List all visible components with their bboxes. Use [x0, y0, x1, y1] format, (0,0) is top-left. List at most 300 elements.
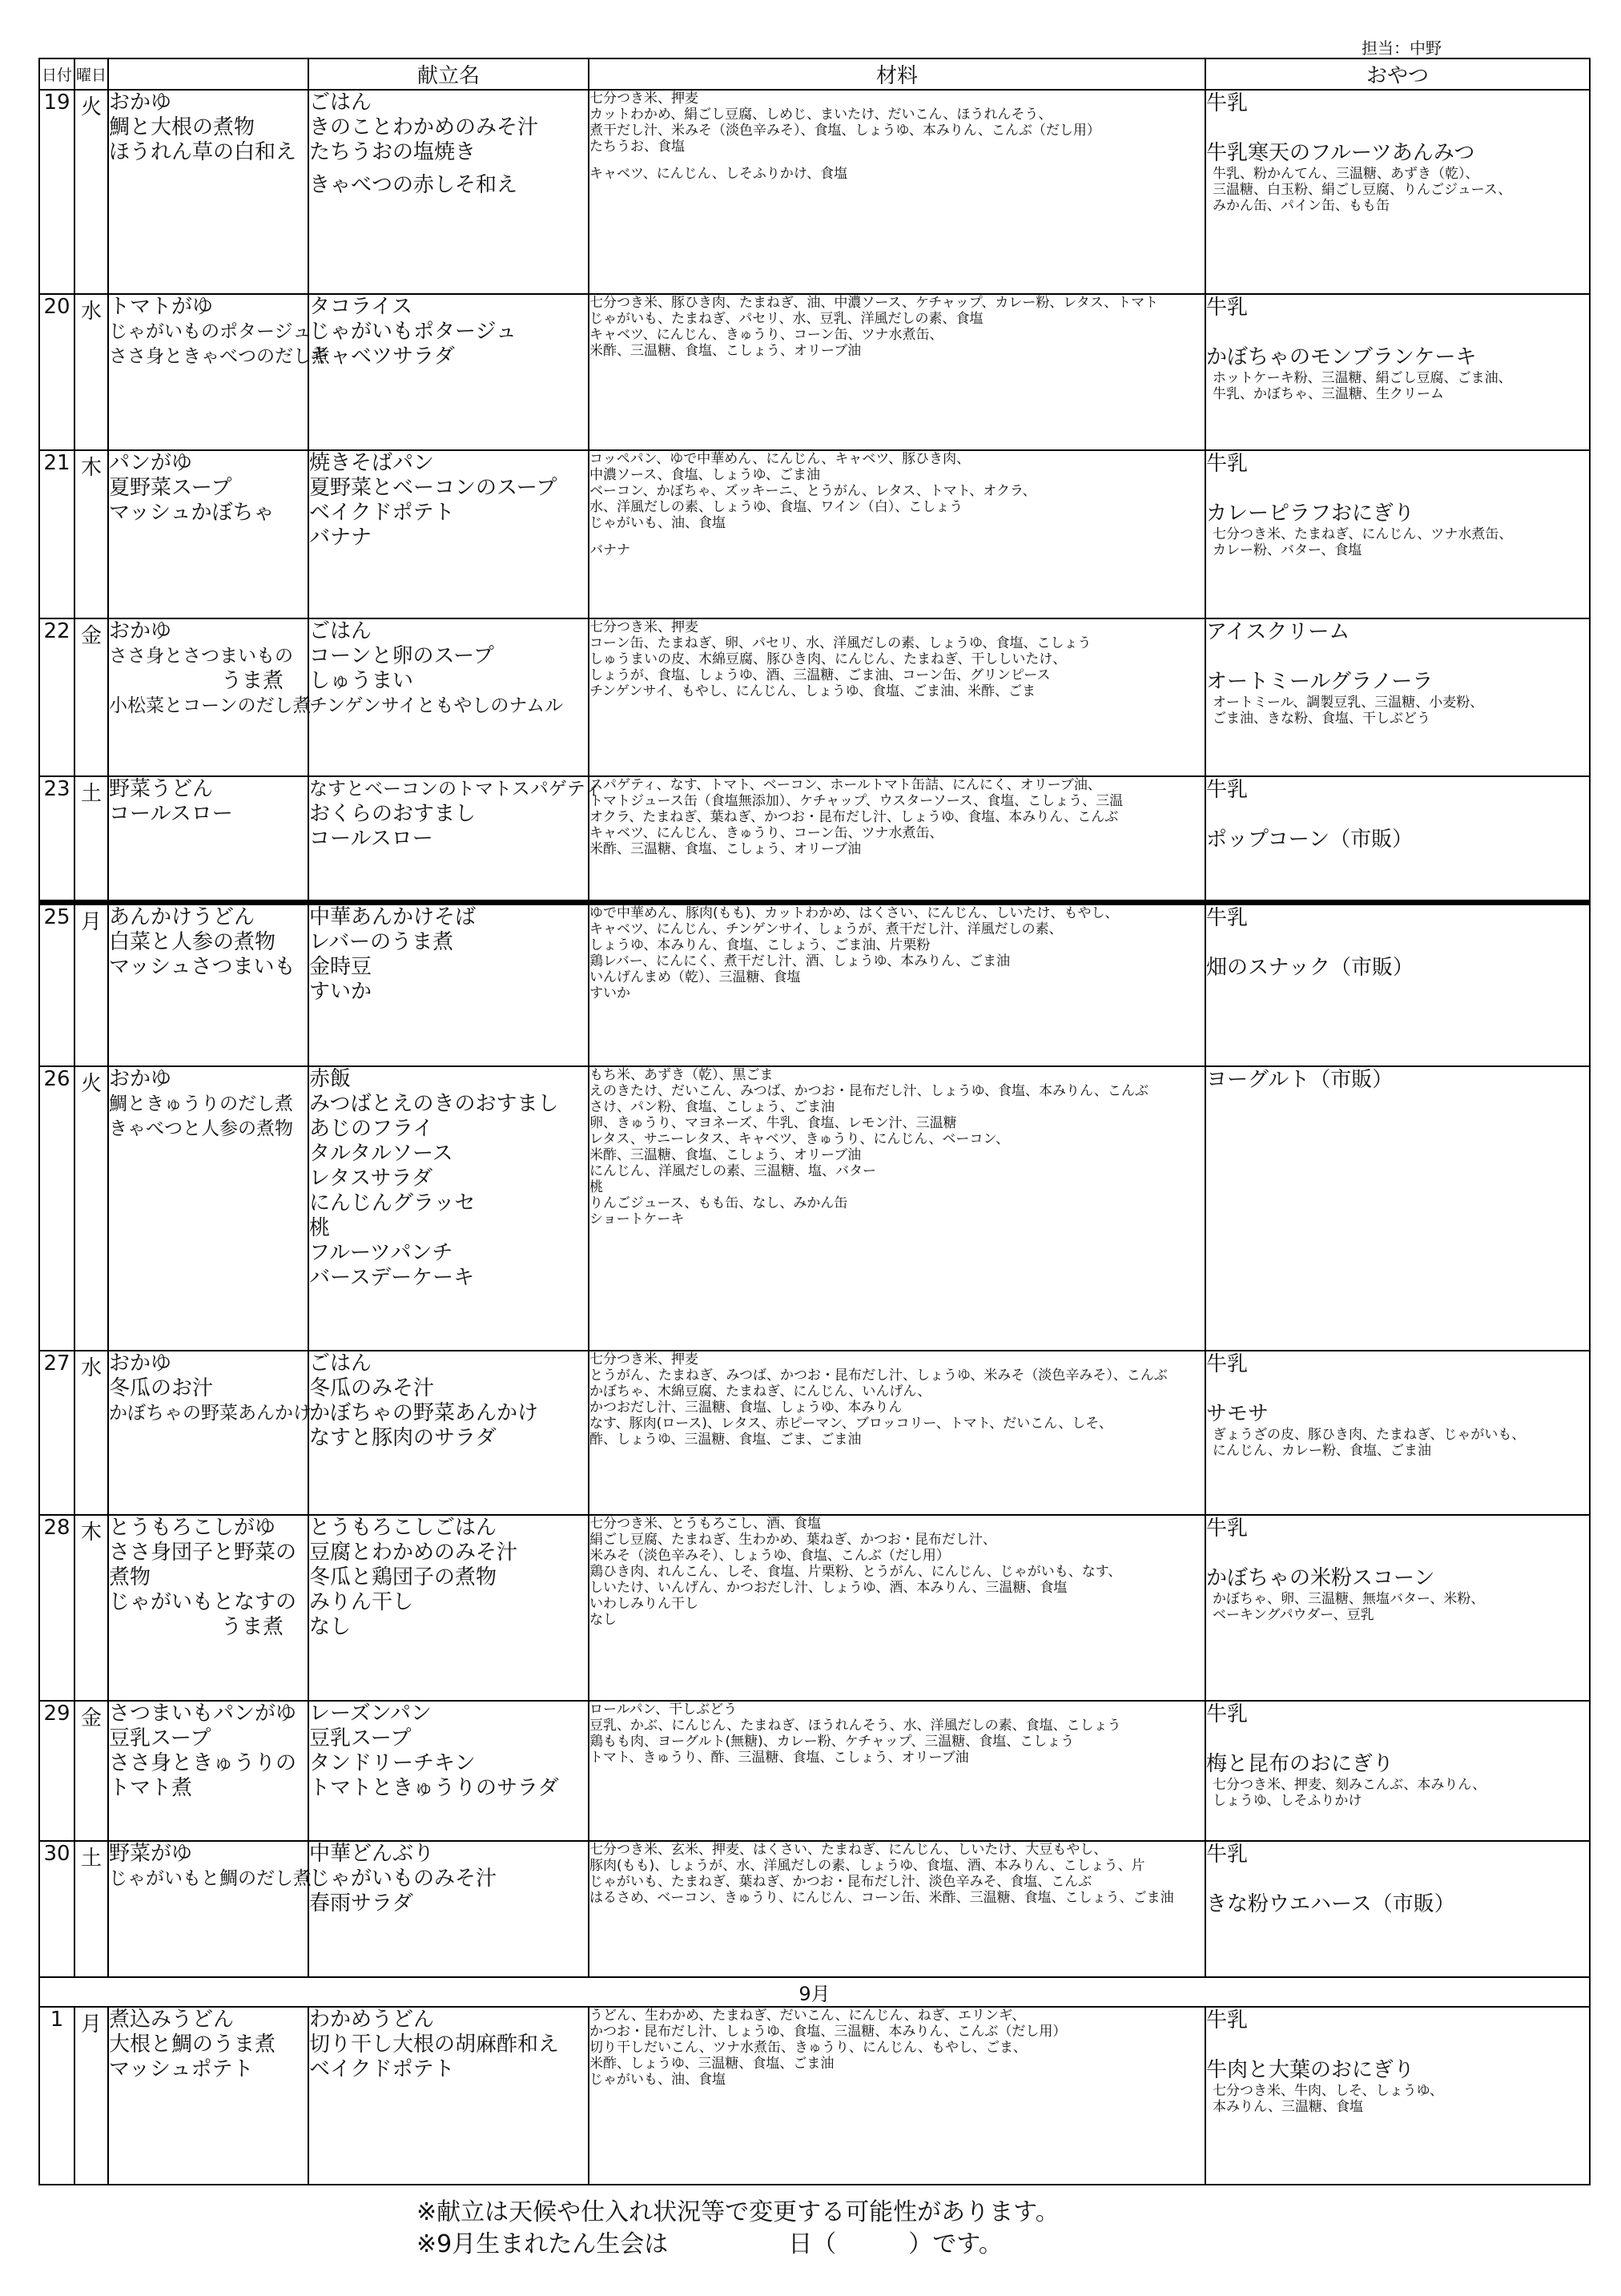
- menu-item: なし: [309, 1615, 352, 1639]
- day-row: [39, 2007, 1590, 2185]
- ingredient-line: えのきたけ、だいこん、みつば、かつお・昆布だし汁、しょうゆ、食塩、本みりん、こんぶ: [589, 1083, 1149, 1099]
- menu-item: 切り干し大根の胡麻酢和え: [309, 2032, 560, 2056]
- snack-cell: [1205, 1066, 1590, 1351]
- snack-name: 牛乳: [1206, 905, 1249, 930]
- ingredient-line: かつお・昆布だし汁、しょうゆ、食塩、三温糖、本みりん、こんぶ（だし用）: [589, 2024, 1067, 2040]
- snack-gap: [1206, 477, 1589, 501]
- menu-cell: [308, 902, 589, 1066]
- menu-item: じゃがいもポタージュ: [309, 320, 517, 344]
- menu-item: ごはん: [309, 1351, 372, 1376]
- baby-menu-item: 野菜うどん: [109, 777, 214, 801]
- day-date: 22: [39, 618, 74, 776]
- menu-item: ごはん: [309, 91, 372, 115]
- baby-menu-item: パンがゆ: [109, 451, 193, 475]
- baby-menu-item: 小松菜とコーンのだし煮: [109, 695, 312, 716]
- snack-detail: 本みりん、三温糖、食塩: [1213, 2099, 1364, 2115]
- snack-gap: [1206, 2033, 1589, 2057]
- day-of-week: 木: [74, 450, 108, 618]
- day-date: 21: [39, 450, 74, 618]
- day-of-week: 水: [74, 294, 108, 450]
- snack-detail: にんじん、カレー粉、食塩、ごま油: [1213, 1443, 1432, 1459]
- ingredients-cell: [589, 1066, 1205, 1351]
- ingredient-line: レタス、サニーレタス、キャベツ、きゅうり、にんじん、ベーコン、: [589, 1131, 1010, 1147]
- baby-menu-cell: [108, 1701, 308, 1841]
- menu-item: キャベツサラダ: [309, 344, 455, 369]
- menu-item: レーズンパン: [309, 1702, 432, 1726]
- snack-detail: 七分つき米、牛肉、しそ、しょうゆ、: [1213, 2083, 1443, 2099]
- baby-menu-cell: [108, 1515, 308, 1701]
- header-baby: [108, 58, 308, 90]
- snack-cell: [1205, 902, 1590, 1066]
- day-date: 25: [39, 902, 74, 1066]
- menu-item: あじのフライ: [309, 1117, 434, 1141]
- baby-menu-item: おかゆ: [109, 1351, 172, 1376]
- ingredients-cell: [589, 1841, 1205, 1977]
- ingredients-cell: [589, 1701, 1205, 1841]
- menu-item: 中華どんぶり: [309, 1842, 435, 1866]
- ingredient-line: 桃: [589, 1179, 603, 1195]
- ingredient-line: カットわかめ、絹ごし豆腐、しめじ、まいたけ、だいこん、ほうれんそう、: [589, 107, 1052, 123]
- snack-gap: [1206, 320, 1589, 344]
- snack-name: 牛乳: [1206, 1843, 1249, 1867]
- notes: [416, 2197, 1060, 2261]
- ingredients-cell: [589, 2007, 1205, 2185]
- baby-menu-item: 煮物: [109, 1565, 151, 1589]
- ingredient-line: 鶏ひき肉、れんこん、しそ、食塩、片栗粉、とうがん、にんじん、じゃがいも、なす、: [589, 1564, 1122, 1580]
- ingredient-line: しょうゆ、本みりん、食塩、こしょう、ごま油、片栗粉: [589, 937, 931, 953]
- baby-menu-item: 白菜と人参の煮物: [109, 929, 276, 954]
- snack-detail: 七分つき米、たまねぎ、にんじん、ツナ水煮缶、: [1213, 526, 1513, 542]
- menu-item: 冬瓜と鶏団子の煮物: [309, 1565, 497, 1589]
- baby-menu-item: さつまいもパンがゆ: [109, 1702, 297, 1726]
- baby-menu-item: ささ身ときゃべつのだし煮: [109, 346, 330, 367]
- menu-item: じゃがいものみそ汁: [309, 1867, 497, 1891]
- note-line: ※9月生まれたん生会は 日（ ）です。: [416, 2230, 1003, 2258]
- menu-item: レバーのうま煮: [309, 929, 454, 954]
- baby-menu-cell: [108, 294, 330, 450]
- baby-menu-item: ささ身団子と野菜の: [109, 1541, 297, 1565]
- header-menu: 献立名: [308, 58, 589, 90]
- snack-name: アイスクリーム: [1206, 620, 1350, 644]
- menu-cell: [308, 450, 589, 618]
- day-row: [39, 450, 1590, 618]
- baby-menu-item: じゃがいもとなすの: [109, 1590, 297, 1614]
- day-date: 29: [39, 1701, 74, 1841]
- baby-menu-item: 煮込みうどん: [109, 2008, 235, 2032]
- baby-menu-item: おかゆ: [109, 91, 172, 115]
- menu-item: タコライス: [309, 295, 412, 319]
- baby-menu-item: うま煮: [220, 1615, 284, 1639]
- ingredients-cell: [589, 776, 1205, 902]
- day-row: [39, 1841, 1590, 1977]
- baby-menu-cell: [108, 2007, 308, 2185]
- snack-name: きな粉ウエハース（市販）: [1206, 1892, 1455, 1916]
- ingredient-line: さけ、パン粉、食塩、こしょう、ごま油: [589, 1099, 835, 1115]
- menu-item: きゃべつの赤しそ和え: [309, 173, 518, 197]
- menu-item: 豆腐とわかめのみそ汁: [309, 1541, 518, 1565]
- baby-menu-item: 大根と鯛のうま煮: [109, 2032, 276, 2056]
- menu-item: 夏野菜とベーコンのスープ: [309, 476, 557, 500]
- day-of-week: 月: [74, 2007, 108, 2185]
- ingredient-line: ゆで中華めん、豚肉(もも)、カットわかめ、はくさい、にんじん、しいたけ、もやし、: [589, 904, 1119, 921]
- day-row: [39, 618, 1590, 776]
- menu-item: なすとベーコンのトマトスパゲティ: [309, 779, 602, 800]
- snack-name: かぼちゃのモンブランケーキ: [1206, 345, 1477, 369]
- snack-cell: [1205, 1701, 1590, 1841]
- menu-item: [309, 165, 588, 173]
- ingredient-line: 鶏もも肉、ヨーグルト(無糖)、カレー粉、ケチャップ、三温糖、食塩、こしょう: [589, 1734, 1075, 1750]
- month-label: 9月: [39, 1977, 1590, 2007]
- day-date: 23: [39, 776, 74, 902]
- snack-detail: ごま油、きな粉、食塩、干しぶどう: [1213, 711, 1430, 727]
- ingredient-line: もち米、あずき（乾）、黒ごま: [589, 1067, 774, 1083]
- day-of-week: 土: [74, 776, 108, 902]
- menu-item: なすと豚肉のサラダ: [309, 1426, 497, 1450]
- baby-menu-cell: [108, 902, 308, 1066]
- baby-menu-item: ほうれん草の白和え: [109, 140, 297, 164]
- baby-menu-item: 冬瓜のお汁: [109, 1376, 214, 1400]
- snack-name: 畑のスナック（市販）: [1206, 955, 1414, 980]
- ingredient-line: 酢、しょうゆ、三温糖、食塩、ごま、ごま油: [589, 1432, 862, 1448]
- ingredient-line: コーン缶、たまねぎ、卵、パセリ、水、洋風だしの素、しょうゆ、食塩、こしょう: [589, 635, 1092, 651]
- snack-gap: [1206, 931, 1589, 955]
- ingredient-line: キャベツ、にんじん、きゅうり、コーン缶、ツナ水煮缶、: [589, 825, 943, 841]
- baby-menu-item: ささ身ときゅうりの: [109, 1751, 297, 1775]
- baby-menu-item: 野菜がゆ: [109, 1842, 193, 1866]
- menu-item: 春雨サラダ: [309, 1891, 413, 1915]
- header-date: 日付: [39, 58, 74, 90]
- baby-menu-item: マッシュさつまいも: [109, 954, 296, 979]
- ingredient-line: 絹ごし豆腐、たまねぎ、生わかめ、葉ねぎ、かつお・昆布だし汁、: [589, 1532, 996, 1548]
- day-row: [39, 294, 1590, 450]
- menu-item: わかめうどん: [309, 2008, 435, 2032]
- ingredient-line: キャベツ、にんじん、チンゲンサイ、しょうが、煮干だし汁、洋風だしの素、: [589, 920, 1063, 937]
- day-of-week: 金: [74, 618, 108, 776]
- ingredient-line: じゃがいも、たまねぎ、葉ねぎ、かつお・昆布だし汁、淡色辛みそ、食塩、こんぶ: [589, 1874, 1092, 1890]
- ingredient-line: りんごジュース、もも缶、なし、みかん缶: [589, 1195, 848, 1211]
- menu-cell: [308, 2007, 589, 2185]
- ingredient-line: じゃがいも、油、食塩: [589, 515, 726, 531]
- ingredient-line: 七分つき米、押麦: [589, 1351, 698, 1368]
- menu-cell: [308, 1515, 589, 1701]
- ingredient-line: 卵、きゅうり、マヨネーズ、牛乳、食塩、レモン汁、三温糖: [589, 1115, 957, 1131]
- ingredient-line: トマトジュース缶（食塩無添加）、ケチャップ、ウスターソース、食塩、こしょう、三温: [589, 793, 1124, 809]
- day-of-week: 火: [74, 90, 108, 294]
- note-line: ※献立は天候や仕入れ状況等で変更する可能性があります。: [416, 2198, 1060, 2226]
- snack-detail: しょうゆ、しそふりかけ: [1213, 1793, 1362, 1809]
- month-row: [39, 1977, 1590, 2007]
- snack-name: 牛乳: [1206, 1702, 1249, 1726]
- person-in-charge: 担当：中野: [1362, 38, 1442, 58]
- ingredient-line: [589, 531, 1205, 542]
- snack-name: 牛肉と大葉のおにぎり: [1206, 2058, 1415, 2082]
- ingredients-cell: [589, 294, 1205, 450]
- ingredients-cell: [589, 618, 1205, 776]
- day-of-week: 水: [74, 1351, 108, 1515]
- day-of-week: 木: [74, 1515, 108, 1701]
- snack-detail: ベーキングパウダー、豆乳: [1213, 1607, 1374, 1623]
- baby-menu-item: トマト煮: [109, 1776, 193, 1800]
- menu-cell: [308, 618, 589, 776]
- snack-detail: 三温糖、白玉粉、絹ごし豆腐、りんごジュース、: [1213, 182, 1512, 198]
- baby-menu-item: じゃがいもと鯛のだし煮: [109, 1868, 312, 1889]
- snack-detail: カレー粉、バター、食塩: [1213, 542, 1362, 558]
- menu-item: コーンと卵のスープ: [309, 644, 494, 668]
- snack-cell: [1205, 1841, 1590, 1977]
- baby-menu-cell: [108, 1841, 312, 1977]
- ingredient-line: なす、豚肉(ロース)、レタス、赤ピーマン、ブロッコリー、トマト、だいこん、しそ、: [589, 1416, 1112, 1432]
- header-dow: 曜日: [74, 58, 108, 90]
- menu-item: ベイクドポテト: [309, 2057, 455, 2081]
- ingredient-line: しょうが、食塩、しょうゆ、酒、三温糖、ごま油、コーン缶、グリンピース: [589, 667, 1051, 683]
- baby-menu-cell: [108, 776, 308, 902]
- menu-cell: [308, 1701, 589, 1841]
- menu-item: 冬瓜のみそ汁: [309, 1376, 435, 1400]
- menu-item: 金時豆: [309, 954, 372, 979]
- day-row: [39, 1066, 1590, 1351]
- menu-cell: [308, 294, 589, 450]
- baby-menu-item: とうもろこしがゆ: [109, 1516, 276, 1540]
- snack-name: 牛乳: [1206, 452, 1249, 476]
- snack-name: 牛乳: [1206, 296, 1249, 320]
- snack-name: 牛乳: [1206, 1517, 1249, 1541]
- ingredient-line: 七分つき米、押麦: [589, 91, 698, 107]
- menu-item: タルタルソース: [309, 1142, 453, 1166]
- ingredient-line: じゃがいも、たまねぎ、パセリ、水、豆乳、洋風だしの素、食塩: [589, 311, 983, 327]
- snack-cell: [1205, 90, 1590, 294]
- menu-cell: [308, 776, 602, 902]
- ingredient-line: じゃがいも、油、食塩: [589, 2072, 726, 2088]
- menu-item: 中華あんかけそば: [309, 904, 477, 929]
- day-date: 28: [39, 1515, 74, 1701]
- baby-menu-cell: [108, 1066, 308, 1351]
- day-row: [39, 776, 1590, 902]
- day-row: [39, 1351, 1590, 1515]
- day-date: 27: [39, 1351, 74, 1515]
- snack-gap: [1206, 1727, 1589, 1751]
- ingredient-line: 中濃ソース、食塩、しょうゆ、ごま油: [589, 467, 820, 483]
- header-row: [39, 58, 1590, 90]
- menu-item: 桃: [309, 1216, 331, 1240]
- day-date: 1: [39, 2007, 74, 2185]
- snack-cell: [1205, 618, 1590, 776]
- ingredient-line: ベーコン、かぼちゃ、ズッキーニ、とうがん、レタス、トマト、オクラ、: [589, 483, 1036, 499]
- menu-item: トマトときゅうりのサラダ: [309, 1776, 559, 1800]
- ingredient-line: 米酢、三温糖、食塩、こしょう、オリーブ油: [589, 343, 862, 359]
- baby-menu-item: じゃがいものポタージュ: [109, 321, 312, 342]
- menu-cell: [308, 1066, 589, 1351]
- baby-menu-item: コールスロー: [109, 802, 233, 826]
- baby-menu-item: マッシュかぼちゃ: [109, 501, 275, 525]
- menu-item: タンドリーチキン: [309, 1751, 476, 1775]
- ingredient-line: キャベツ、にんじん、しそふりかけ、食塩: [589, 166, 848, 182]
- snack-name: サモサ: [1206, 1402, 1269, 1426]
- ingredient-line: 鶏レバー、にんにく、煮干だし汁、酒、しょうゆ、本みりん、ごま油: [589, 953, 1011, 969]
- baby-menu-item: おかゆ: [109, 619, 172, 643]
- ingredient-line: コッペパン、ゆで中華めん、にんじん、キャベツ、豚ひき肉、: [589, 451, 971, 467]
- menu-item: フルーツパンチ: [309, 1241, 453, 1265]
- day-row: [39, 1701, 1590, 1841]
- ingredient-line: 煮干だし汁、米みそ（淡色辛みそ）、食塩、しょうゆ、本みりん、こんぶ（だし用）: [589, 123, 1100, 139]
- ingredient-line: オクラ、たまねぎ、葉ねぎ、かつお・昆布だし汁、しょうゆ、食塩、本みりん、こんぶ: [589, 809, 1119, 825]
- day-of-week: 火: [74, 1066, 108, 1351]
- snack-name: 牛乳: [1206, 2008, 1249, 2032]
- ingredients-cell: [589, 450, 1205, 618]
- ingredient-line: しゅうまいの皮、木綿豆腐、豚ひき肉、にんじん、たまねぎ、干ししいたけ、: [589, 651, 1067, 667]
- menu-item: たちうおの塩焼き: [309, 140, 477, 164]
- ingredient-line: 水、洋風だしの素、しょうゆ、食塩、ワイン（白）、こしょう: [589, 499, 963, 515]
- snack-name: ヨーグルト（市販）: [1206, 1068, 1394, 1092]
- day-row: [39, 90, 1590, 294]
- ingredient-line: ロールパン、干しぶどう: [589, 1702, 738, 1718]
- menu-table: [38, 58, 1591, 2185]
- baby-menu-item: おかゆ: [109, 1067, 172, 1091]
- snack-gap: [1206, 645, 1589, 669]
- ingredient-line: キャベツ、にんじん、きゅうり、コーン缶、ツナ水煮缶、: [589, 327, 943, 343]
- snack-gap: [1206, 803, 1589, 827]
- day-row: [39, 902, 1590, 1066]
- ingredient-line: 米酢、三温糖、食塩、こしょう、オリーブ油: [589, 1147, 862, 1163]
- baby-menu-item: 鯛と大根の煮物: [109, 115, 255, 139]
- day-date: 26: [39, 1066, 74, 1351]
- ingredient-line: [589, 155, 1205, 166]
- snack-cell: [1205, 294, 1590, 450]
- menu-cell: [308, 1841, 589, 1977]
- header-snack: おやつ: [1205, 58, 1590, 90]
- baby-menu-item: 豆乳スープ: [109, 1726, 211, 1750]
- snack-name: 梅と昆布のおにぎり: [1206, 1752, 1394, 1776]
- snack-name: カレーピラフおにぎり: [1206, 501, 1415, 526]
- snack-detail: ぎょうざの皮、豚ひき肉、たまねぎ、じゃがいも、: [1213, 1427, 1526, 1443]
- snack-gap: [1206, 1377, 1589, 1401]
- baby-menu-item: あんかけうどん: [109, 904, 255, 929]
- menu-item: おくらのおすまし: [309, 802, 477, 826]
- ingredient-line: 米酢、しょうゆ、三温糖、食塩、ごま油: [589, 2056, 835, 2072]
- snack-cell: [1205, 450, 1590, 618]
- ingredient-line: たちうお、食塩: [589, 139, 685, 155]
- day-row: [39, 1515, 1590, 1701]
- baby-menu-cell: [108, 1351, 312, 1515]
- snack-name: 牛乳: [1206, 1352, 1249, 1376]
- menu-item: バースデーケーキ: [309, 1266, 475, 1290]
- baby-menu-item: きゃべつと人参の煮物: [109, 1118, 293, 1139]
- snack-gap: [1206, 1541, 1589, 1565]
- ingredient-line: バナナ: [589, 542, 630, 558]
- ingredient-line: チンゲンサイ、もやし、にんじん、しょうゆ、食塩、ごま油、米酢、ごま: [589, 683, 1036, 699]
- snack-gap: [1206, 1867, 1589, 1891]
- menu-item: 豆乳スープ: [309, 1726, 412, 1750]
- ingredient-line: 米酢、三温糖、食塩、こしょう、オリーブ油: [589, 841, 862, 857]
- snack-cell: [1205, 2007, 1590, 2185]
- ingredients-cell: [589, 1351, 1205, 1515]
- snack-cell: [1205, 1515, 1590, 1701]
- baby-menu-item: 鯛ときゅうりのだし煮: [109, 1094, 293, 1114]
- baby-menu-item: トマトがゆ: [109, 295, 214, 319]
- snack-detail: みかん缶、パイン缶、もも缶: [1213, 198, 1390, 214]
- menu-item: にんじんグラッセ: [309, 1191, 476, 1215]
- ingredient-line: いわしみりん干し: [589, 1596, 698, 1612]
- menu-cell: [308, 90, 589, 294]
- day-of-week: 月: [74, 902, 108, 1066]
- ingredient-line: にんじん、洋風だしの素、三温糖、塩、バター: [589, 1163, 877, 1179]
- baby-menu-cell: [108, 90, 308, 294]
- menu-item: みつばとえのきのおすまし: [309, 1092, 559, 1116]
- menu-item: とうもろこしごはん: [309, 1516, 497, 1540]
- snack-detail: 七分つき米、押麦、刻みこんぶ、本みりん、: [1213, 1777, 1486, 1793]
- ingredient-line: 七分つき米、玄米、押麦、はくさい、たまねぎ、にんじん、しいたけ、大豆もやし、: [589, 1842, 1108, 1858]
- baby-menu-item: 夏野菜スープ: [109, 476, 232, 500]
- snack-name: かぼちゃの米粉スコーン: [1206, 1566, 1435, 1590]
- snack-name: 牛乳寒天のフルーツあんみつ: [1206, 141, 1475, 165]
- menu-item: しゅうまい: [309, 669, 414, 693]
- menu-item: チンゲンサイともやしのナムル: [309, 695, 564, 716]
- ingredient-line: 七分つき米、押麦: [589, 619, 698, 635]
- ingredient-line: しいたけ、いんげん、かつおだし汁、しょうゆ、酒、本みりん、三温糖、食塩: [589, 1580, 1068, 1596]
- snack-name: オートミールグラノーラ: [1206, 670, 1434, 694]
- header-ingredients: 材料: [589, 58, 1205, 90]
- day-of-week: 金: [74, 1701, 108, 1841]
- menu-item: ごはん: [309, 619, 372, 643]
- snack-detail: 牛乳、粉かんてん、三温糖、あずき（乾）、: [1213, 166, 1479, 182]
- menu-item: かぼちゃの野菜あんかけ: [309, 1401, 539, 1425]
- menu-item: みりん干し: [309, 1590, 414, 1614]
- ingredient-line: とうがん、たまねぎ、みつば、かつお・昆布だし汁、しょうゆ、米みそ（淡色辛みそ）、こんぶ: [589, 1368, 1168, 1384]
- ingredient-line: 豆乳、かぶ、にんじん、たまねぎ、ほうれんそう、水、洋風だしの素、食塩、こしょう: [589, 1718, 1121, 1734]
- menu-item: 赤飯: [309, 1067, 352, 1091]
- ingredient-line: 切り干しだいこん、ツナ水煮缶、きゅうり、にんじん、もやし、ごま、: [589, 2040, 1028, 2056]
- menu-item: レタスサラダ: [309, 1166, 433, 1190]
- ingredients-cell: [589, 1515, 1205, 1701]
- snack-name: 牛乳: [1206, 778, 1249, 802]
- day-date: 19: [39, 90, 74, 294]
- baby-menu-item: マッシュポテト: [109, 2057, 254, 2081]
- day-of-week: 土: [74, 1841, 108, 1977]
- baby-menu-item: かぼちゃの野菜あんかけ: [109, 1403, 312, 1424]
- snack-gap: [1206, 116, 1589, 140]
- snack-detail: 牛乳、かぼちゃ、三温糖、生クリーム: [1213, 386, 1444, 402]
- ingredient-line: いんげんまめ（乾）、三温糖、食塩: [589, 969, 801, 985]
- menu-cell: [308, 1351, 589, 1515]
- ingredients-cell: [589, 90, 1205, 294]
- snack-detail: かぼちゃ、卵、三温糖、無塩バター、米粉、: [1213, 1591, 1485, 1607]
- baby-menu-cell: [108, 450, 308, 618]
- menu-item: ベイクドポテト: [309, 501, 455, 525]
- menu-item: きのことわかめのみそ汁: [309, 115, 539, 139]
- ingredient-line: うどん、生わかめ、たまねぎ、だいこん、にんじん、ねぎ、エリンギ、: [589, 2008, 1026, 2024]
- snack-name: ポップコーン（市販）: [1206, 828, 1414, 852]
- ingredient-line: 七分つき米、とうもろこし、酒、食塩: [589, 1516, 821, 1532]
- ingredients-cell: [589, 902, 1205, 1066]
- ingredient-line: 七分つき米、豚ひき肉、たまねぎ、油、中濃ソース、ケチャップ、カレー粉、レタス、トマト: [589, 295, 1159, 311]
- menu-item: コールスロー: [309, 827, 433, 851]
- menu-item: すいか: [309, 979, 372, 1004]
- ingredient-line: トマト、きゅうり、酢、三温糖、食塩、こしょう、オリーブ油: [589, 1750, 969, 1766]
- day-date: 30: [39, 1841, 74, 1977]
- snack-cell: [1205, 1351, 1590, 1515]
- ingredient-line: ショートケーキ: [589, 1211, 685, 1227]
- day-date: 20: [39, 294, 74, 450]
- snack-cell: [1205, 776, 1590, 902]
- ingredient-line: 豚肉(もも)、しょうが、水、洋風だしの素、しょうゆ、食塩、酒、本みりん、こしょう、片: [589, 1858, 1145, 1874]
- ingredient-line: スパゲティ、なす、トマト、ベーコン、ホールトマト缶詰、にんにく、オリーブ油、: [589, 777, 1101, 793]
- ingredient-line: 米みそ（淡色辛みそ）、しょうゆ、食塩、こんぶ（だし用）: [589, 1548, 950, 1564]
- ingredient-line: はるさめ、ベーコン、きゅうり、にんじん、コーン缶、米酢、三温糖、食塩、こしょう、ごま油: [589, 1890, 1174, 1906]
- ingredient-line: すいか: [589, 985, 630, 1001]
- menu-item: バナナ: [309, 526, 372, 550]
- ingredient-line: かぼちゃ、木綿豆腐、たまねぎ、にんじん、いんげん、: [589, 1384, 931, 1400]
- menu-item: 焼きそばパン: [309, 451, 435, 475]
- snack-detail: ホットケーキ粉、三温糖、絹ごし豆腐、ごま油、: [1213, 370, 1512, 386]
